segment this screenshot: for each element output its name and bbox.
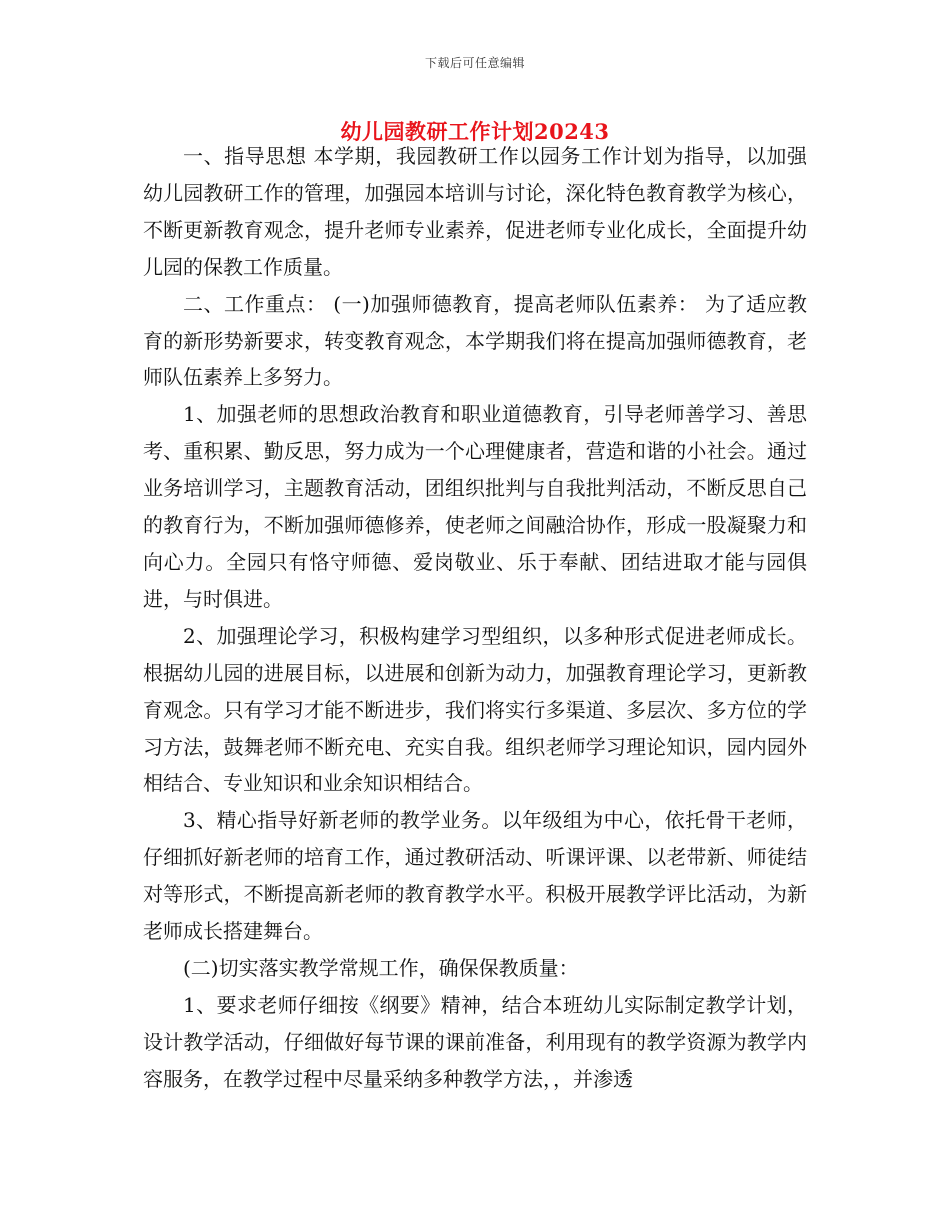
paragraph-item-1: 1、加强老师的思想政治教育和职业道德教育，引导老师善学习、善思考、重积累、勤反思，努力成为一个心理健康者，营造和谐的小社会。通过业务培训学习，主题教育活动，团组织批判与自我批判活动，不断反思自己的教育行为，不断加强师德修养，使老师之间融洽协作，形成一股凝聚力和向心力。全园只有恪守师德、爱岗敬业、乐于奉献、团结进取才能与园俱进，与时俱进。: [143, 402, 807, 611]
document-title: 幼儿园教研工作计划20243: [340, 119, 610, 144]
paragraph-teaching-plan: 1、要求老师仔细按《纲要》精神，结合本班幼儿实际制定教学计划，设计教学活动，仔细做好每节课的课前准备，利用现有的教学资源为教学内容服务，在教学过程中尽量采纳多种教学方法，，并渗透: [143, 992, 807, 1091]
paragraph-guiding-ideology: 一、指导思想 本学期，我园教研工作以园务工作计划为指导，以加强幼儿园教研工作的管理，加强园本培训与讨论，深化特色教育教学为核心，不断更新教育观念，提升老师专业素养，促进老师专业化成长，全面提升幼儿园的保教工作质量。: [143, 144, 807, 279]
header-note: 下载后可任意编辑: [424, 56, 525, 70]
paragraph-subheading-2: (二)切实落实教学常规工作，确保保教质量：: [183, 955, 579, 980]
document-body: [143, 138, 807, 1098]
paragraph-item-3: 3、精心指导好新老师的教学业务。以年级组为中心，依托骨干老师，仔细抓好新老师的培育工作，通过教研活动、听课评课、以老带新、师徒结对等形式，不断提高新老师的教育教学水平。积极开展教学评比活动，为新老师成长搭建舞台。: [143, 808, 807, 944]
paragraph-work-focus: 二、工作重点： (一)加强师德教育，提高老师队伍素养： 为了适应教育的新形势新要求，转变教育观念，本学期我们将在提高加强师德教育，老师队伍素养上多努力。: [143, 291, 807, 390]
paragraph-item-2: 2、加强理论学习，积极构建学习型组织，以多种形式促进老师成长。根据幼儿园的进展目标，以进展和创新为动力，加强教育理论学习，更新教育观念。只有学习才能不断进步，我们将实行多渠道、多层次、多方位的学习方法，鼓舞老师不断充电、充实自我。组织老师学习理论知识，园内园外相结合、专业知识和业余知识相结合。: [143, 623, 807, 796]
